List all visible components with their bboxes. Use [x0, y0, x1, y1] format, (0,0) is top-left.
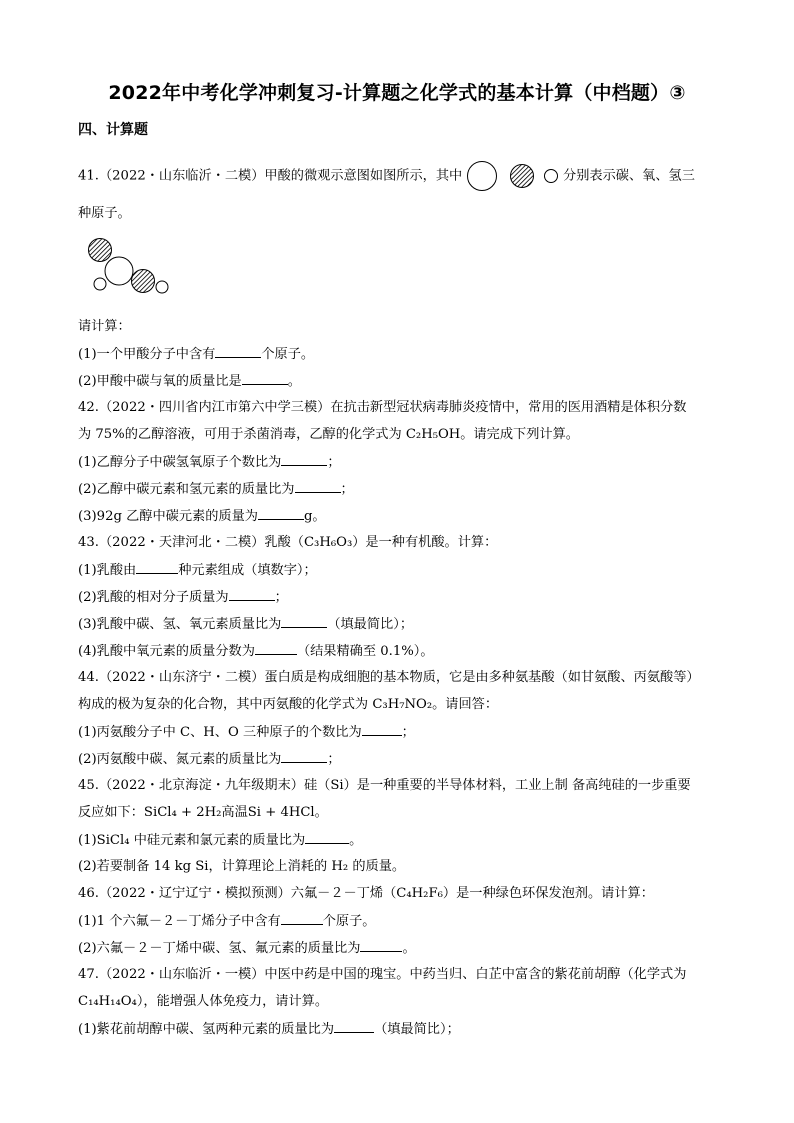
- section-heading: 四、计算题: [78, 122, 148, 138]
- answer-blank[interactable]: [281, 615, 327, 628]
- answer-blank[interactable]: [334, 1020, 374, 1033]
- q42-stem-line2: 为 75%的乙醇溶液，可用于杀菌消毒，乙醇的化学式为 C₂H₅OH。请完成下列计算。: [78, 427, 579, 442]
- q44-part1: (1)丙氨酸分子中 C、H、O 三种原子的个数比为 ；: [78, 725, 415, 740]
- q41-part2: (2)甲酸中碳与氧的质量比是 。: [78, 374, 301, 389]
- answer-blank[interactable]: [281, 453, 327, 466]
- q45-part2: (2)若要制备 14 kg Si，计算理论上消耗的 H₂ 的质量。: [78, 859, 406, 874]
- q43-part4: (4)乳酸中氧元素的质量分数为 （结果精确至 0.1%）。: [78, 644, 434, 659]
- formic-acid-molecule-icon: [88, 234, 172, 300]
- q42-part1: (1)乙醇分子中碳氢氧原子个数比为 ；: [78, 455, 341, 470]
- q45-stem: 45.（2022・北京海淀・九年级期末）硅（Si）是一种重要的半导体材料，工业上制 备高纯硅的一步重要: [78, 778, 691, 793]
- q47-stem-line2: C₁₄H₁₄O₄），能增强人体免疫力，请计算。: [78, 994, 329, 1009]
- q41-stem: 41.（2022・山东临沂・二模）甲酸的微观示意图如图所示，其中 分别表示碳、氧、氢三: [78, 160, 695, 192]
- answer-blank[interactable]: [258, 507, 304, 520]
- q46-stem: 46.（2022・辽宁辽宁・模拟预测）六氟－２－丁烯（C₄H₂F₆）是一种绿色环保发泡剂。请计算：: [78, 886, 654, 901]
- q43-part1: (1)乳酸由 种元素组成（填数字）；: [78, 563, 317, 578]
- q42-stem: 42.（2022・四川省内江市第六中学三模）在抗击新型冠状病毒肺炎疫情中，常用的医用酒精是体积分数: [78, 400, 687, 415]
- q42-part2: (2)乙醇中碳元素和氢元素的质量比为 ；: [78, 482, 354, 497]
- answer-blank[interactable]: [360, 939, 402, 952]
- q46-part1: (1)1 个六氟－２－丁烯分子中含有 个原子。: [78, 914, 376, 929]
- q44-stem: 44.（2022・山东济宁・二模）蛋白质是构成细胞的基本物质，它是由多种氨基酸（如甘氨酸、丙氨酸等）: [78, 670, 700, 685]
- q43-part2: (2)乳酸的相对分子质量为 ；: [78, 590, 288, 605]
- q41-ask: 请计算：: [78, 319, 131, 334]
- q42-part3: (3)92g 乙醇中碳元素的质量为 g。: [78, 509, 326, 524]
- q41-part1: (1)一个甲酸分子中含有 个原子。: [78, 347, 315, 362]
- answer-blank[interactable]: [215, 345, 261, 358]
- q41-stem-line2: 种原子。: [78, 206, 131, 221]
- answer-blank[interactable]: [281, 912, 323, 925]
- q47-part1: (1)紫花前胡醇中碳、氢两种元素的质量比为 （填最简比）；: [78, 1022, 460, 1037]
- answer-blank[interactable]: [229, 588, 275, 601]
- page-title: 2022年中考化学冲刺复习-计算题之化学式的基本计算（中档题）③: [108, 82, 686, 104]
- answer-blank[interactable]: [242, 372, 288, 385]
- answer-blank[interactable]: [362, 723, 402, 736]
- carbon-atom-icon: [466, 169, 502, 184]
- answer-blank[interactable]: [295, 480, 341, 493]
- q43-stem: 43.（2022・天津河北・二模）乳酸（C₃H₆O₃）是一种有机酸。计算：: [78, 535, 498, 550]
- oxygen-atom-icon: [509, 169, 539, 184]
- q47-stem: 47.（2022・山东临沂・一模）中医中药是中国的瑰宝。中药当归、白芷中富含的紫花前胡醇（化学式为: [78, 967, 687, 982]
- q45-part1: (1)SiCl₄ 中硅元素和氯元素的质量比为 。: [78, 833, 363, 848]
- answer-blank[interactable]: [281, 750, 327, 763]
- q45-equation: 反应如下：SiCl₄ + 2H₂高温Si + 4HCl。: [78, 805, 328, 820]
- answer-blank[interactable]: [255, 642, 297, 655]
- q44-stem-line2: 构成的极为复杂的化合物，其中丙氨酸的化学式为 C₃H₇NO₂。请回答：: [78, 697, 499, 712]
- q43-part3: (3)乳酸中碳、氢、氧元素质量比为 （填最简比）；: [78, 617, 414, 632]
- q44-part2: (2)丙氨酸中碳、氮元素的质量比为 ；: [78, 752, 341, 767]
- q46-part2: (2)六氟－２－丁烯中碳、氢、氟元素的质量比为 。: [78, 941, 416, 956]
- answer-blank[interactable]: [136, 561, 178, 574]
- hydrogen-atom-icon: [543, 169, 563, 184]
- answer-blank[interactable]: [305, 831, 349, 844]
